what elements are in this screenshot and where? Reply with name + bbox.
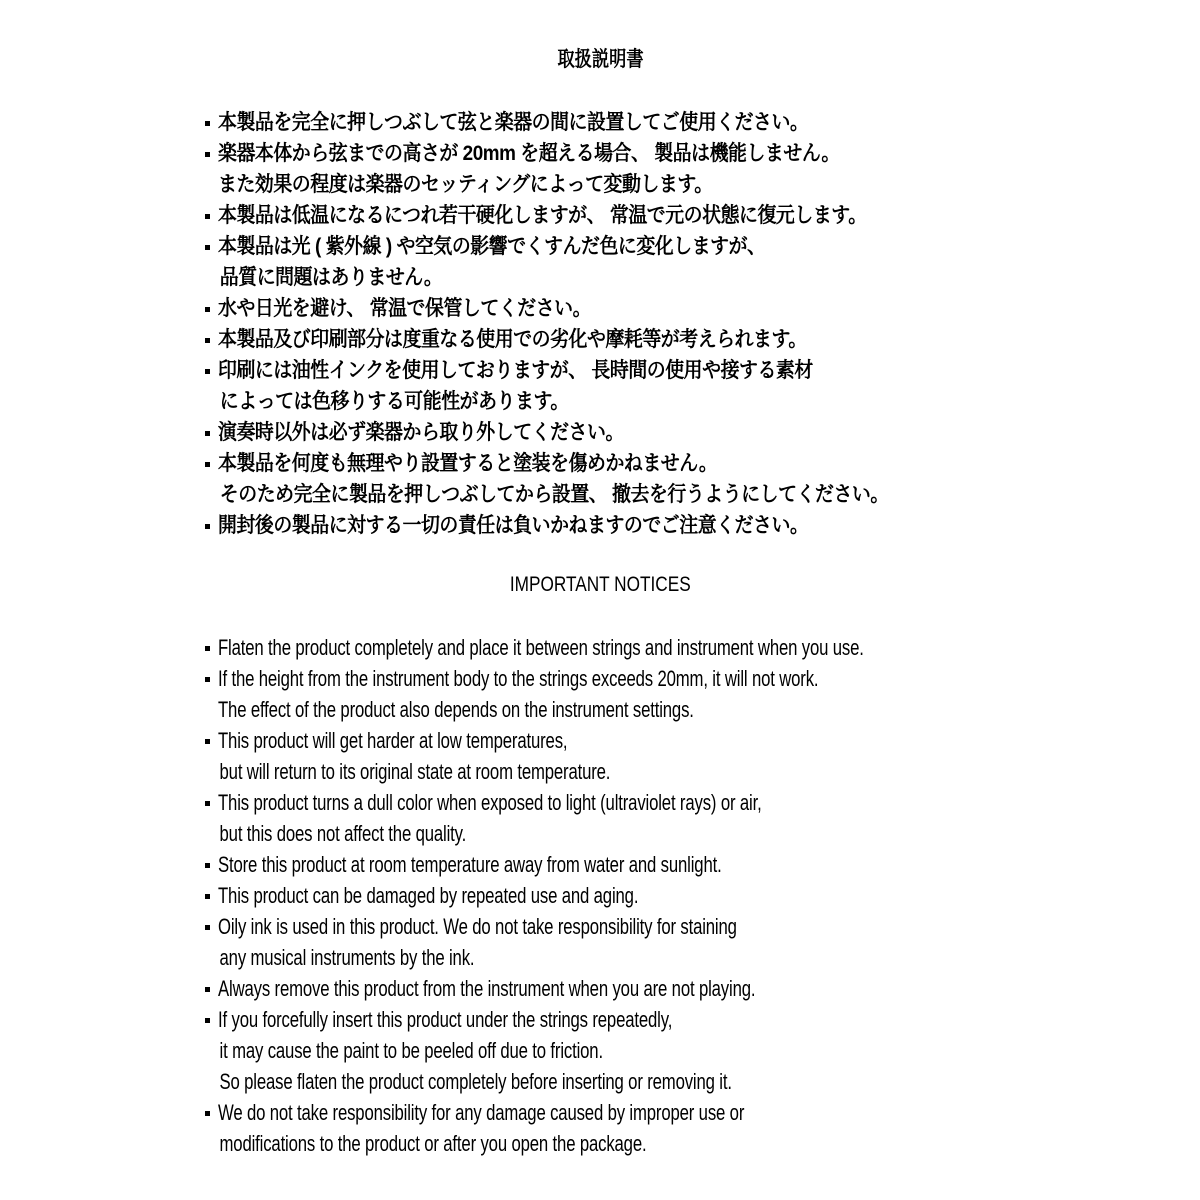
jp-item-10 bbox=[202, 510, 1102, 541]
jp-item-5 bbox=[202, 293, 1102, 324]
en-item-4-line-1: This product turns a dull color when exposed to light (ultraviolet rays) or air, bbox=[218, 790, 762, 815]
en-item-3-line-1: This product will get harder at low temperatures, bbox=[218, 728, 568, 753]
jp-item-7-line-2: によっては色移りする可能性があります。 bbox=[219, 390, 569, 413]
bullet-icon bbox=[202, 138, 218, 169]
bullet-icon bbox=[202, 973, 218, 1004]
bullet-icon bbox=[202, 1097, 218, 1128]
en-item-5-line-1: Store this product at room temperature away from water and sunlight. bbox=[218, 852, 722, 877]
bullet-icon bbox=[202, 911, 218, 942]
en-item-10-line-2: modifications to the product or after you open the package. bbox=[219, 1131, 647, 1156]
bullet-icon bbox=[202, 107, 218, 138]
en-item-7 bbox=[202, 911, 1102, 973]
en-item-10-line-1: We do not take responsibility for any damage caused by improper use or bbox=[218, 1100, 745, 1125]
bullet-icon bbox=[202, 231, 218, 262]
jp-item-4-line-2: 品質に問題はありません。 bbox=[219, 266, 443, 289]
en-item-8-line-1: Always remove this product from the instrument when you are not playing. bbox=[218, 976, 756, 1001]
en-item-7-line-2: any musical instruments by the ink. bbox=[219, 945, 475, 970]
bullet-icon bbox=[202, 880, 218, 911]
bullet-icon bbox=[202, 1004, 218, 1035]
japanese-title-block bbox=[0, 44, 1200, 75]
bullet-icon bbox=[202, 725, 218, 756]
bullet-icon bbox=[202, 510, 218, 541]
jp-item-4 bbox=[202, 231, 1102, 293]
jp-item-10-line-1: 開封後の製品に対する一切の責任は負いかねますのでご注意ください。 bbox=[218, 514, 809, 537]
jp-item-7-line-1: 印刷には油性インクを使用しておりますが、 長時間の使用や接する素材 bbox=[218, 359, 813, 382]
bullet-icon bbox=[202, 849, 218, 880]
english-notice-list bbox=[202, 632, 1102, 1159]
jp-item-9 bbox=[202, 448, 1102, 510]
bullet-icon bbox=[202, 448, 218, 479]
en-item-6 bbox=[202, 880, 1102, 911]
jp-item-7 bbox=[202, 355, 1102, 417]
en-item-2-line-2: The effect of the product also depends on the instrument settings. bbox=[218, 697, 694, 722]
jp-item-1 bbox=[202, 107, 1102, 138]
en-item-9 bbox=[202, 1004, 1102, 1097]
jp-item-6 bbox=[202, 324, 1102, 355]
jp-item-9-line-1: 本製品を何度も無理やり設置すると塗装を傷めかねません。 bbox=[218, 452, 718, 475]
en-item-4-line-2: but this does not affect the quality. bbox=[219, 821, 467, 846]
en-item-7-line-1: Oily ink is used in this product. We do not take responsibility for staining bbox=[218, 914, 737, 939]
en-item-9-line-3: So please flaten the product completely before inserting or removing it. bbox=[219, 1069, 732, 1094]
bullet-icon bbox=[202, 417, 218, 448]
en-item-8 bbox=[202, 973, 1102, 1004]
jp-item-8-line-1: 演奏時以外は必ず楽器から取り外してください。 bbox=[218, 421, 624, 444]
jp-item-6-line-1: 本製品及び印刷部分は度重なる使用での劣化や摩耗等が考えられます。 bbox=[218, 328, 807, 351]
en-item-4 bbox=[202, 787, 1102, 849]
en-item-5 bbox=[202, 849, 1102, 880]
en-item-1-line-1: Flaten the product completely and place it between strings and instrument when you use. bbox=[218, 635, 864, 660]
jp-item-3 bbox=[202, 200, 1102, 231]
en-item-2-line-1: If the height from the instrument body to the strings exceeds 20mm, it will not work. bbox=[218, 666, 819, 691]
en-item-9-line-1: If you forcefully insert this product under the strings repeatedly, bbox=[218, 1007, 673, 1032]
japanese-title: 取扱説明書 bbox=[556, 48, 644, 71]
en-item-10 bbox=[202, 1097, 1102, 1159]
bullet-icon bbox=[202, 200, 218, 231]
jp-item-5-line-1: 水や日光を避け、 常温で保管してください。 bbox=[218, 297, 592, 320]
bullet-icon bbox=[202, 663, 218, 694]
bullet-icon bbox=[202, 293, 218, 324]
en-item-2 bbox=[202, 663, 1102, 725]
jp-item-4-line-1: 本製品は光 ( 紫外線 ) や空気の影響でくすんだ色に変化しますが、 bbox=[218, 235, 766, 258]
english-title-block bbox=[0, 569, 1200, 600]
jp-item-2-line-2: また効果の程度は楽器のセッティングによって変動します。 bbox=[218, 173, 713, 196]
jp-item-2 bbox=[202, 138, 1102, 200]
en-item-3-line-2: but will return to its original state at room temperature. bbox=[219, 759, 611, 784]
jp-item-9-line-2: そのため完全に製品を押しつぶしてから設置、 撤去を行うようにしてください。 bbox=[219, 483, 889, 506]
en-item-9-line-2: it may cause the paint to be peeled off due to friction. bbox=[219, 1038, 603, 1063]
bullet-icon bbox=[202, 632, 218, 663]
en-item-6-line-1: This product can be damaged by repeated use and aging. bbox=[218, 883, 639, 908]
jp-item-8 bbox=[202, 417, 1102, 448]
en-item-1 bbox=[202, 632, 1102, 663]
bullet-icon bbox=[202, 324, 218, 355]
english-title: IMPORTANT NOTICES bbox=[509, 573, 691, 596]
jp-item-2-line-1: 楽器本体から弦までの高さが 20mm を超える場合、 製品は機能しません。 bbox=[218, 142, 840, 165]
bullet-icon bbox=[202, 355, 218, 386]
bullet-icon bbox=[202, 787, 218, 818]
jp-item-1-line-1: 本製品を完全に押しつぶして弦と楽器の間に設置してご使用ください。 bbox=[218, 111, 809, 134]
en-item-3 bbox=[202, 725, 1102, 787]
jp-item-3-line-1: 本製品は低温になるにつれ若干硬化しますが、 常温で元の状態に復元します。 bbox=[218, 204, 867, 227]
japanese-notice-list bbox=[202, 107, 1102, 541]
